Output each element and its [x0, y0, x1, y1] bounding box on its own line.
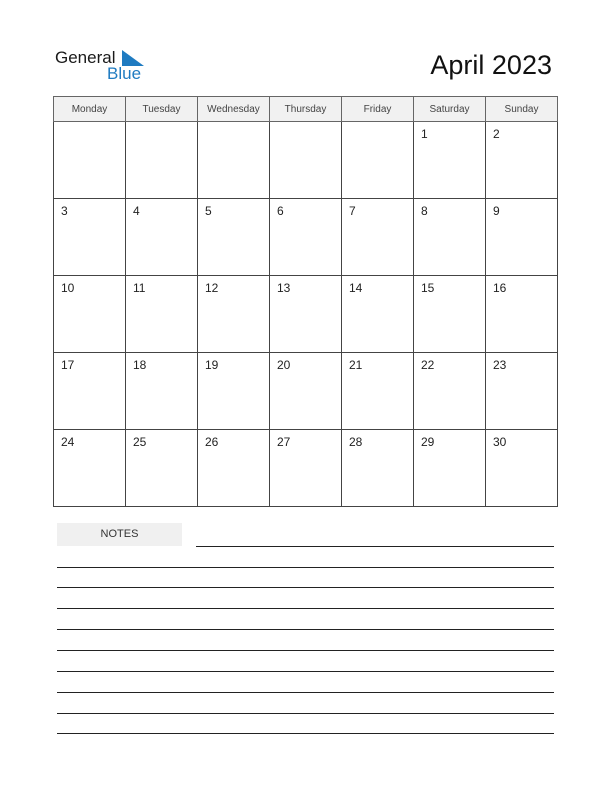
day-number: 18	[133, 358, 147, 372]
day-number: 19	[205, 358, 219, 372]
day-number: 28	[349, 435, 363, 449]
day-cell[interactable]	[486, 353, 558, 430]
day-number: 13	[277, 281, 291, 295]
day-number: 16	[493, 281, 507, 295]
day-number	[342, 122, 413, 127]
day-number	[54, 122, 125, 127]
week-row	[54, 276, 558, 353]
day-cell[interactable]	[486, 199, 558, 276]
day-number: 8	[421, 204, 428, 218]
day-cell[interactable]	[198, 430, 270, 507]
day-number: 26	[205, 435, 219, 449]
day-number: 25	[133, 435, 147, 449]
logo-word-blue: Blue	[107, 64, 142, 83]
day-cell[interactable]	[342, 353, 414, 430]
notes-line	[57, 567, 554, 568]
weekday-header-row	[54, 97, 558, 122]
day-number: 1	[421, 127, 428, 141]
day-cell[interactable]	[198, 276, 270, 353]
notes-line	[57, 713, 554, 714]
day-number: 23	[493, 358, 507, 372]
notes-line	[57, 629, 554, 630]
day-number: 24	[61, 435, 75, 449]
day-number: 11	[133, 281, 146, 295]
day-cell[interactable]	[270, 430, 342, 507]
day-number: 29	[421, 435, 435, 449]
weekday-saturday: Saturday	[414, 97, 486, 122]
day-number: 5	[205, 204, 212, 218]
brand-logo	[55, 46, 155, 86]
day-number: 14	[349, 281, 363, 295]
day-number: 15	[421, 281, 435, 295]
day-cell[interactable]	[414, 276, 486, 353]
day-cell[interactable]	[414, 430, 486, 507]
day-cell[interactable]	[198, 122, 270, 199]
day-number: 22	[421, 358, 435, 372]
weekday-thursday: Thursday	[270, 97, 342, 122]
notes-line	[57, 733, 554, 734]
day-number: 21	[349, 358, 363, 372]
week-row	[54, 199, 558, 276]
weekday-friday: Friday	[342, 97, 414, 122]
day-number: 12	[205, 281, 219, 295]
calendar-title: April 2023	[430, 50, 552, 80]
day-number: 30	[493, 435, 507, 449]
day-number: 27	[277, 435, 291, 449]
day-cell[interactable]	[126, 122, 198, 199]
day-number: 3	[61, 204, 68, 218]
day-cell[interactable]	[198, 199, 270, 276]
day-cell[interactable]	[486, 122, 558, 199]
day-number	[198, 122, 269, 127]
notes-line	[57, 608, 554, 609]
notes-line	[196, 546, 554, 547]
notes-line	[57, 692, 554, 693]
weekday-wednesday: Wednesday	[198, 97, 270, 122]
notes-line	[57, 587, 554, 588]
day-cell[interactable]	[54, 276, 126, 353]
day-cell[interactable]	[342, 199, 414, 276]
day-cell[interactable]	[126, 276, 198, 353]
day-cell[interactable]	[486, 276, 558, 353]
day-number: 6	[277, 204, 284, 218]
day-cell[interactable]	[342, 430, 414, 507]
day-number: 17	[61, 358, 75, 372]
day-cell[interactable]	[126, 430, 198, 507]
day-number: 20	[277, 358, 291, 372]
day-cell[interactable]	[270, 122, 342, 199]
weekday-tuesday: Tuesday	[126, 97, 198, 122]
day-cell[interactable]	[342, 122, 414, 199]
notes-line	[57, 650, 554, 651]
day-cell[interactable]	[198, 353, 270, 430]
weekday-monday: Monday	[54, 97, 126, 122]
day-cell[interactable]	[54, 122, 126, 199]
day-cell[interactable]	[486, 430, 558, 507]
week-row	[54, 430, 558, 507]
day-cell[interactable]	[126, 353, 198, 430]
day-cell[interactable]	[126, 199, 198, 276]
week-row	[54, 122, 558, 199]
weekday-sunday: Sunday	[486, 97, 558, 122]
day-number: 10	[61, 281, 75, 295]
day-cell[interactable]	[342, 276, 414, 353]
day-cell[interactable]	[54, 199, 126, 276]
day-number	[270, 122, 341, 127]
day-number: 2	[493, 127, 500, 141]
day-number: 4	[133, 204, 140, 218]
day-cell[interactable]	[54, 353, 126, 430]
day-cell[interactable]	[414, 122, 486, 199]
day-cell[interactable]	[54, 430, 126, 507]
logo-word-general: General	[55, 48, 116, 67]
calendar-grid	[53, 96, 558, 507]
week-row	[54, 353, 558, 430]
day-cell[interactable]	[270, 276, 342, 353]
day-number: 9	[493, 204, 500, 218]
day-cell[interactable]	[414, 353, 486, 430]
day-number	[126, 122, 197, 127]
day-cell[interactable]	[270, 353, 342, 430]
day-number: 7	[349, 204, 356, 218]
day-cell[interactable]	[414, 199, 486, 276]
day-cell[interactable]	[270, 199, 342, 276]
notes-label: NOTES	[57, 523, 182, 546]
notes-line	[57, 671, 554, 672]
